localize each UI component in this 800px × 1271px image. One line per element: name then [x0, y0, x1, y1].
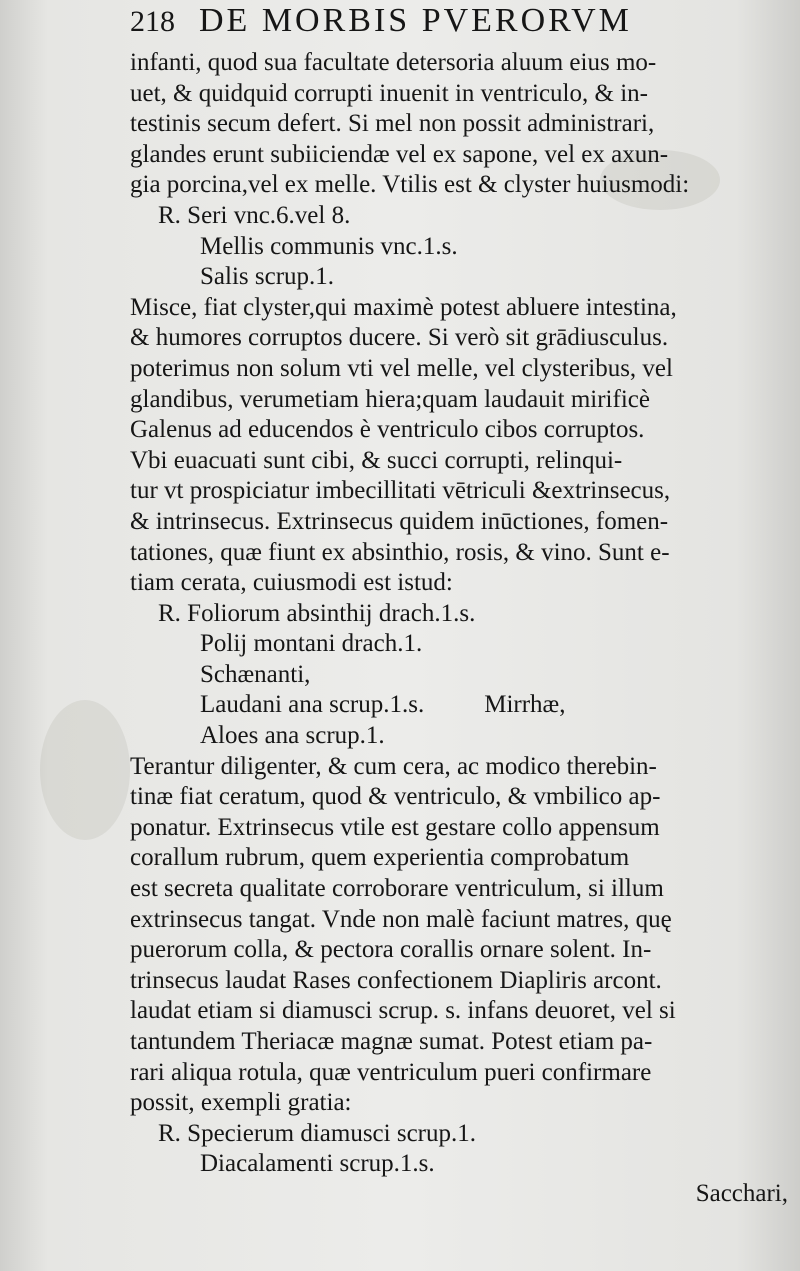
recipe-ingredient: Aloes ana scrup.1. — [200, 722, 385, 750]
text-line: Misce, fiat clyster,qui maximè potest abluere intestina, — [130, 293, 677, 321]
paper-stain — [40, 700, 130, 840]
recipe-rx-line: R. Foliorum absinthij drach.1.s. — [158, 599, 476, 627]
text-line: corallum rubrum, quem experientia comprobatum — [130, 844, 630, 872]
text-line: & intrinsecus. Extrinsecus quidem inūctiones, fomen- — [130, 507, 669, 535]
text-line: est secreta qualitate corroborare ventriculum, si illum — [130, 875, 664, 903]
running-title: DE MORBIS PVERORVM — [199, 2, 632, 39]
recipe-ingredient-row — [130, 690, 765, 721]
text-line: extrinsecus tangat. Vnde non malè faciunt matres, quę — [130, 905, 672, 933]
text-line: laudat etiam si diamusci scrup. s. infans deuoret, vel si — [130, 997, 676, 1025]
recipe-ingredient: Schænanti, — [200, 660, 311, 688]
text-line: infanti, quod sua facultate detersoria aluum eius mo- — [130, 49, 657, 76]
text-line: Vbi euacuati sunt cibi, & succi corrupti, relinqui- — [130, 446, 623, 474]
text-line: glandes erunt subiiciendæ vel ex sapone, vel ex axun- — [130, 140, 669, 168]
page-header — [130, 2, 750, 42]
page-number: 218 — [130, 5, 175, 38]
text-line: tur vt prospiciatur imbecillitati vētriculi &extrinsecus, — [130, 477, 671, 505]
text-line: glandibus, verumetiam hiera;quam laudauit mirificè — [130, 385, 650, 413]
text-line: Galenus ad educendos è ventriculo cibos corruptos. — [130, 416, 645, 444]
text-line: possit, exempli gratia: — [130, 1089, 352, 1117]
text-line: trinsecus laudat Rases confectionem Diapliris arcont. — [130, 966, 662, 994]
text-line: puerorum colla, & pectora corallis ornare solent. In- — [130, 936, 652, 964]
text-line: & humores corruptos ducere. Si verò sit grādiusculus. — [130, 324, 669, 352]
text-line: tiam cerata, cuiusmodi est istud: — [130, 569, 453, 597]
text-line: Terantur diligenter, & cum cera, ac modico therebin- — [130, 752, 657, 780]
recipe-ingredient: Salis scrup.1. — [200, 263, 335, 291]
recipe-ingredient: Polij montani drach.1. — [200, 630, 423, 658]
body-text — [130, 48, 765, 1180]
text-line: rari aliqua rotula, quæ ventriculum pueri confirmare — [130, 1058, 652, 1086]
recipe-ingredient: Mellis communis vnc.1.s. — [200, 232, 458, 260]
recipe-rx-line: R. Seri vnc.6.vel 8. — [158, 201, 351, 229]
text-line: tinæ fiat ceratum, quod & ventriculo, & vmbilico ap- — [130, 783, 661, 811]
catchword: Sacchari, — [695, 1180, 788, 1207]
recipe-ingredient: Laudani ana scrup.1.s. — [200, 691, 425, 719]
text-line: tantundem Theriacæ magnæ sumat. Potest etiam pa- — [130, 1028, 653, 1055]
text-line: gia porcina,vel ex melle. Vtilis est & clyster huiusmodi: — [130, 171, 690, 199]
recipe-ingredient: Mirrhæ, — [484, 691, 566, 719]
recipe-ingredient: Diacalamenti scrup.1.s. — [200, 1150, 435, 1178]
text-line: uet, & quidquid corrupti inuenit in ventriculo, & in- — [130, 79, 648, 107]
text-line: ponatur. Extrinsecus vtile est gestare collo appensum — [130, 813, 660, 841]
recipe-rx-line: R. Specierum diamusci scrup.1. — [158, 1119, 476, 1147]
text-line: poterimus non solum vti vel melle, vel clysteribus, vel — [130, 354, 673, 382]
text-line: testinis secum defert. Si mel non possit administrari, — [130, 110, 655, 138]
text-line: tationes, quæ fiunt ex absinthio, rosis, & vino. Sunt e- — [130, 538, 670, 566]
